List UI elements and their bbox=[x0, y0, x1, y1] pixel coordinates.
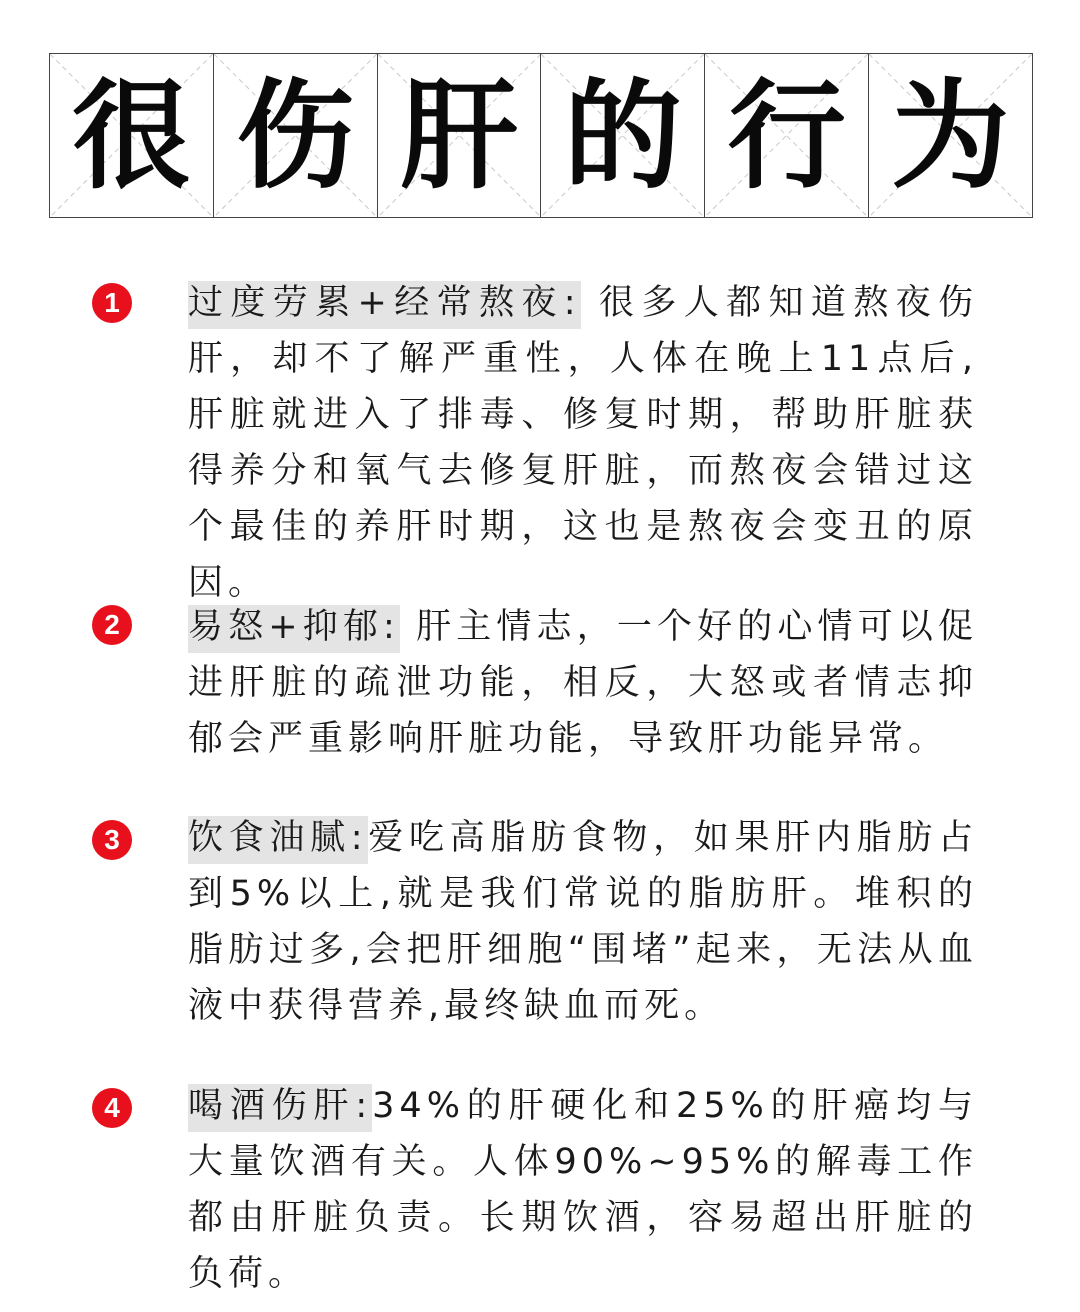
section-heading: 易怒+抑郁: bbox=[188, 605, 400, 653]
title-character: 肝 bbox=[400, 66, 519, 205]
title-banner bbox=[49, 53, 1033, 218]
title-character: 的 bbox=[563, 66, 682, 205]
section-paragraph bbox=[188, 275, 978, 611]
section-body: 肝主情志，一个好的心情可以促进肝脏的疏泄功能，相反，大怒或者情志抑郁会严重影响肝脏功能，导致肝功能异常。 bbox=[188, 607, 978, 759]
title-cell bbox=[50, 54, 214, 217]
title-cell bbox=[705, 54, 869, 217]
title-character: 伤 bbox=[236, 66, 355, 205]
number-badge: 3 bbox=[92, 820, 132, 860]
section-paragraph bbox=[188, 1078, 978, 1302]
title-cell bbox=[869, 54, 1032, 217]
section-paragraph bbox=[188, 810, 978, 1034]
section-paragraph bbox=[188, 599, 978, 767]
section-heading: 过度劳累+经常熬夜: bbox=[188, 281, 581, 329]
title-cell bbox=[214, 54, 378, 217]
number-badge: 1 bbox=[92, 283, 132, 323]
section-body: 很多人都知道熬夜伤肝，却不了解严重性，人体在晚上11点后,肝脏就进入了排毒、修复时期，帮助肝脏获得养分和氧气去修复肝脏，而熬夜会错过这个最佳的养肝时期，这也是熬夜会变丑的原因。 bbox=[188, 283, 978, 603]
section-body: 爱吃高脂肪食物，如果肝内脂肪占到5%以上,就是我们常说的脂肪肝。堆积的脂肪过多,会把肝细胞“围堵”起来，无法从血液中获得营养,最终缺血而死。 bbox=[188, 818, 978, 1026]
number-badge: 4 bbox=[92, 1088, 132, 1128]
section-heading: 喝酒伤肝: bbox=[188, 1084, 372, 1132]
title-character: 行 bbox=[727, 66, 846, 205]
title-character: 很 bbox=[72, 66, 191, 205]
section-body: 34%的肝硬化和25%的肝癌均与大量饮酒有关。人体90%~95%的解毒工作都由肝脏负责。长期饮酒，容易超出肝脏的负荷。 bbox=[188, 1086, 978, 1294]
title-character: 为 bbox=[891, 66, 1010, 205]
number-badge: 2 bbox=[92, 605, 132, 645]
title-cell bbox=[378, 54, 542, 217]
section-heading: 饮食油腻: bbox=[188, 816, 368, 864]
title-cell bbox=[541, 54, 705, 217]
